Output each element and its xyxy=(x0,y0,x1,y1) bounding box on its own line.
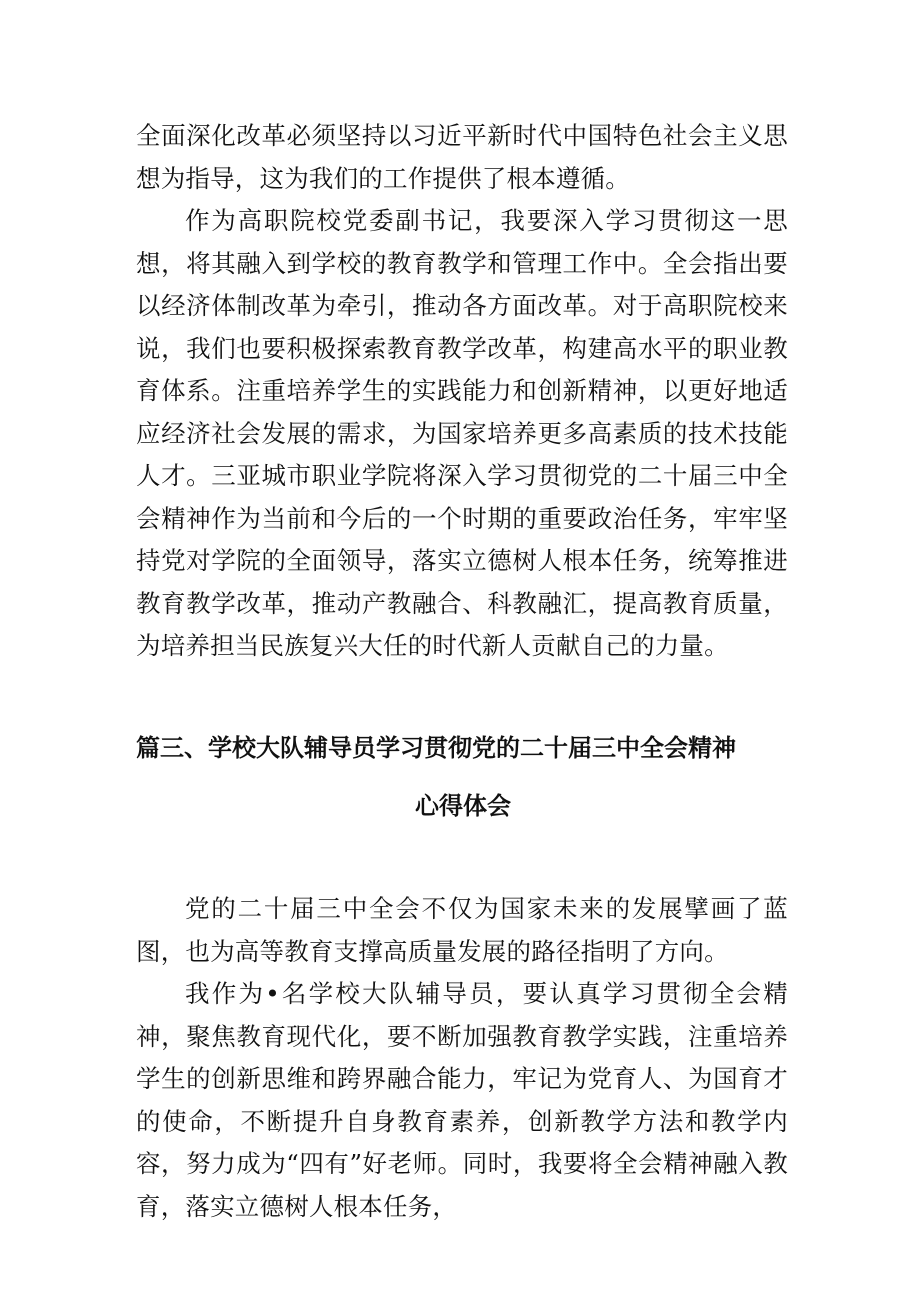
section-heading-line1: 篇三、学校大队辅导员学习贯彻党的二十届三中全会精神 xyxy=(136,734,736,762)
section-heading-line2: 心得体会 xyxy=(415,792,511,820)
section-two-text xyxy=(136,888,788,1228)
paragraph-brigade-counselor: 我作为•名学校大队辅导员，要认真学习贯彻全会精神，聚焦教育现代化，要不断加强教育教学实践，注重培养学生的创新思维和跨界融合能力，牢记为党育人、为国育才的使命，不断提升自身教育素养，创新教学方法和教学内容，努力成为“四有”好老师。同时，我要将全会精神融入教育，落实立德树人根本任务， xyxy=(136,979,788,1221)
paragraph-vice-secretary: 作为高职院校党委副书记，我要深入学习贯彻这一思想，将其融入到学校的教育教学和管理工作中。全会指出要以经济体制改革为牵引，推动各方面改革。对于高职院校来说，我们也要积极探索教育教学改革，构建高水平的职业教育体系。注重培养学生的实践能力和创新精神，以更好地适应经济社会发展的需求，为国家培养更多高素质的技术技能人才。三亚城市职业学院将深入学习贯彻党的二十届三中全会精神作为当前和今后的一个时期的重要政治任务，牢牢坚持党对学院的全面领导，落实立德树人根本任务，统筹推进教育教学改革，推动产教融合、科教融汇，提高教育质量，为培养担当民族复兴大任的时代新人贡献自己的力量。 xyxy=(136,206,788,660)
paragraph-opening: 全面深化改革必须坚持以习近平新时代中国特色社会主义思想为指导，这为我们的工作提供了根本遵循。 xyxy=(136,121,788,193)
section-one-text xyxy=(136,115,788,668)
paragraph-plenum-blueprint: 党的二十届三中全会不仅为国家未来的发展擘画了蓝图，也为高等教育支撑高质量发展的路径指明了方向。 xyxy=(136,894,788,966)
